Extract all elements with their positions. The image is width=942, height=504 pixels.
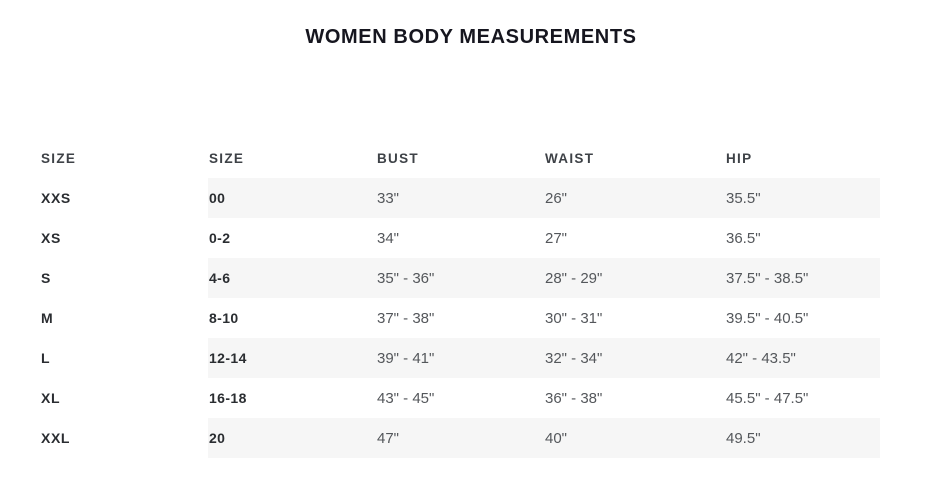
numeric-size-cell: 12-14 [208,338,376,378]
bust-cell: 33" [376,178,544,218]
size-label-cell: XXL [40,418,208,458]
header-row [40,138,880,178]
numeric-size-cell: 4-6 [208,258,376,298]
bust-cell: 39" - 41" [376,338,544,378]
hip-cell: 35.5" [725,178,880,218]
waist-cell: 27" [545,229,568,247]
size-label-cell: XS [40,218,208,258]
hip-cell: 45.5" - 47.5" [726,389,809,407]
column-header-bust: BUST [377,150,419,166]
hip-cell: 39.5" - 40.5" [726,309,809,327]
bust-cell: 35" - 36" [376,258,544,298]
size-label-cell: L [40,338,208,378]
waist-cell: 40" [544,418,725,458]
table-row-xxs [40,178,880,218]
table-row-xxl [40,418,880,458]
bust-cell: 43" - 45" [377,389,435,407]
bust-cell: 37" - 38" [377,309,435,327]
table-row-s [40,258,880,298]
size-chart [40,138,880,458]
waist-cell: 30" - 31" [545,309,603,327]
table-row-xl [40,378,880,418]
column-header-size-letter: SIZE [41,150,77,166]
column-header-hip: HIP [726,150,753,166]
numeric-size-cell: 20 [208,418,376,458]
waist-cell: 32" - 34" [544,338,725,378]
hip-cell: 49.5" [725,418,880,458]
size-chart-table [40,138,880,458]
numeric-size-cell: 8-10 [209,310,239,326]
hip-cell: 42" - 43.5" [725,338,880,378]
waist-cell: 28" - 29" [544,258,725,298]
size-label-cell: S [40,258,208,298]
hip-cell: 36.5" [726,229,761,247]
table-row-xs [40,218,880,258]
waist-cell: 36" - 38" [545,389,603,407]
column-header-size-number: SIZE [209,150,245,166]
table-row-m [40,298,880,338]
column-header-waist: WAIST [545,150,595,166]
numeric-size-cell: 16-18 [209,390,247,406]
bust-cell: 34" [377,229,400,247]
bust-cell: 47" [376,418,544,458]
numeric-size-cell: 00 [208,178,376,218]
size-label-cell: XL [40,378,208,418]
page-title: WOMEN BODY MEASUREMENTS [305,26,637,48]
hip-cell: 37.5" - 38.5" [725,258,880,298]
size-label-cell: M [40,298,208,338]
numeric-size-cell: 0-2 [209,230,231,246]
size-label-cell: XXS [40,178,208,218]
waist-cell: 26" [544,178,725,218]
table-row-l [40,338,880,378]
